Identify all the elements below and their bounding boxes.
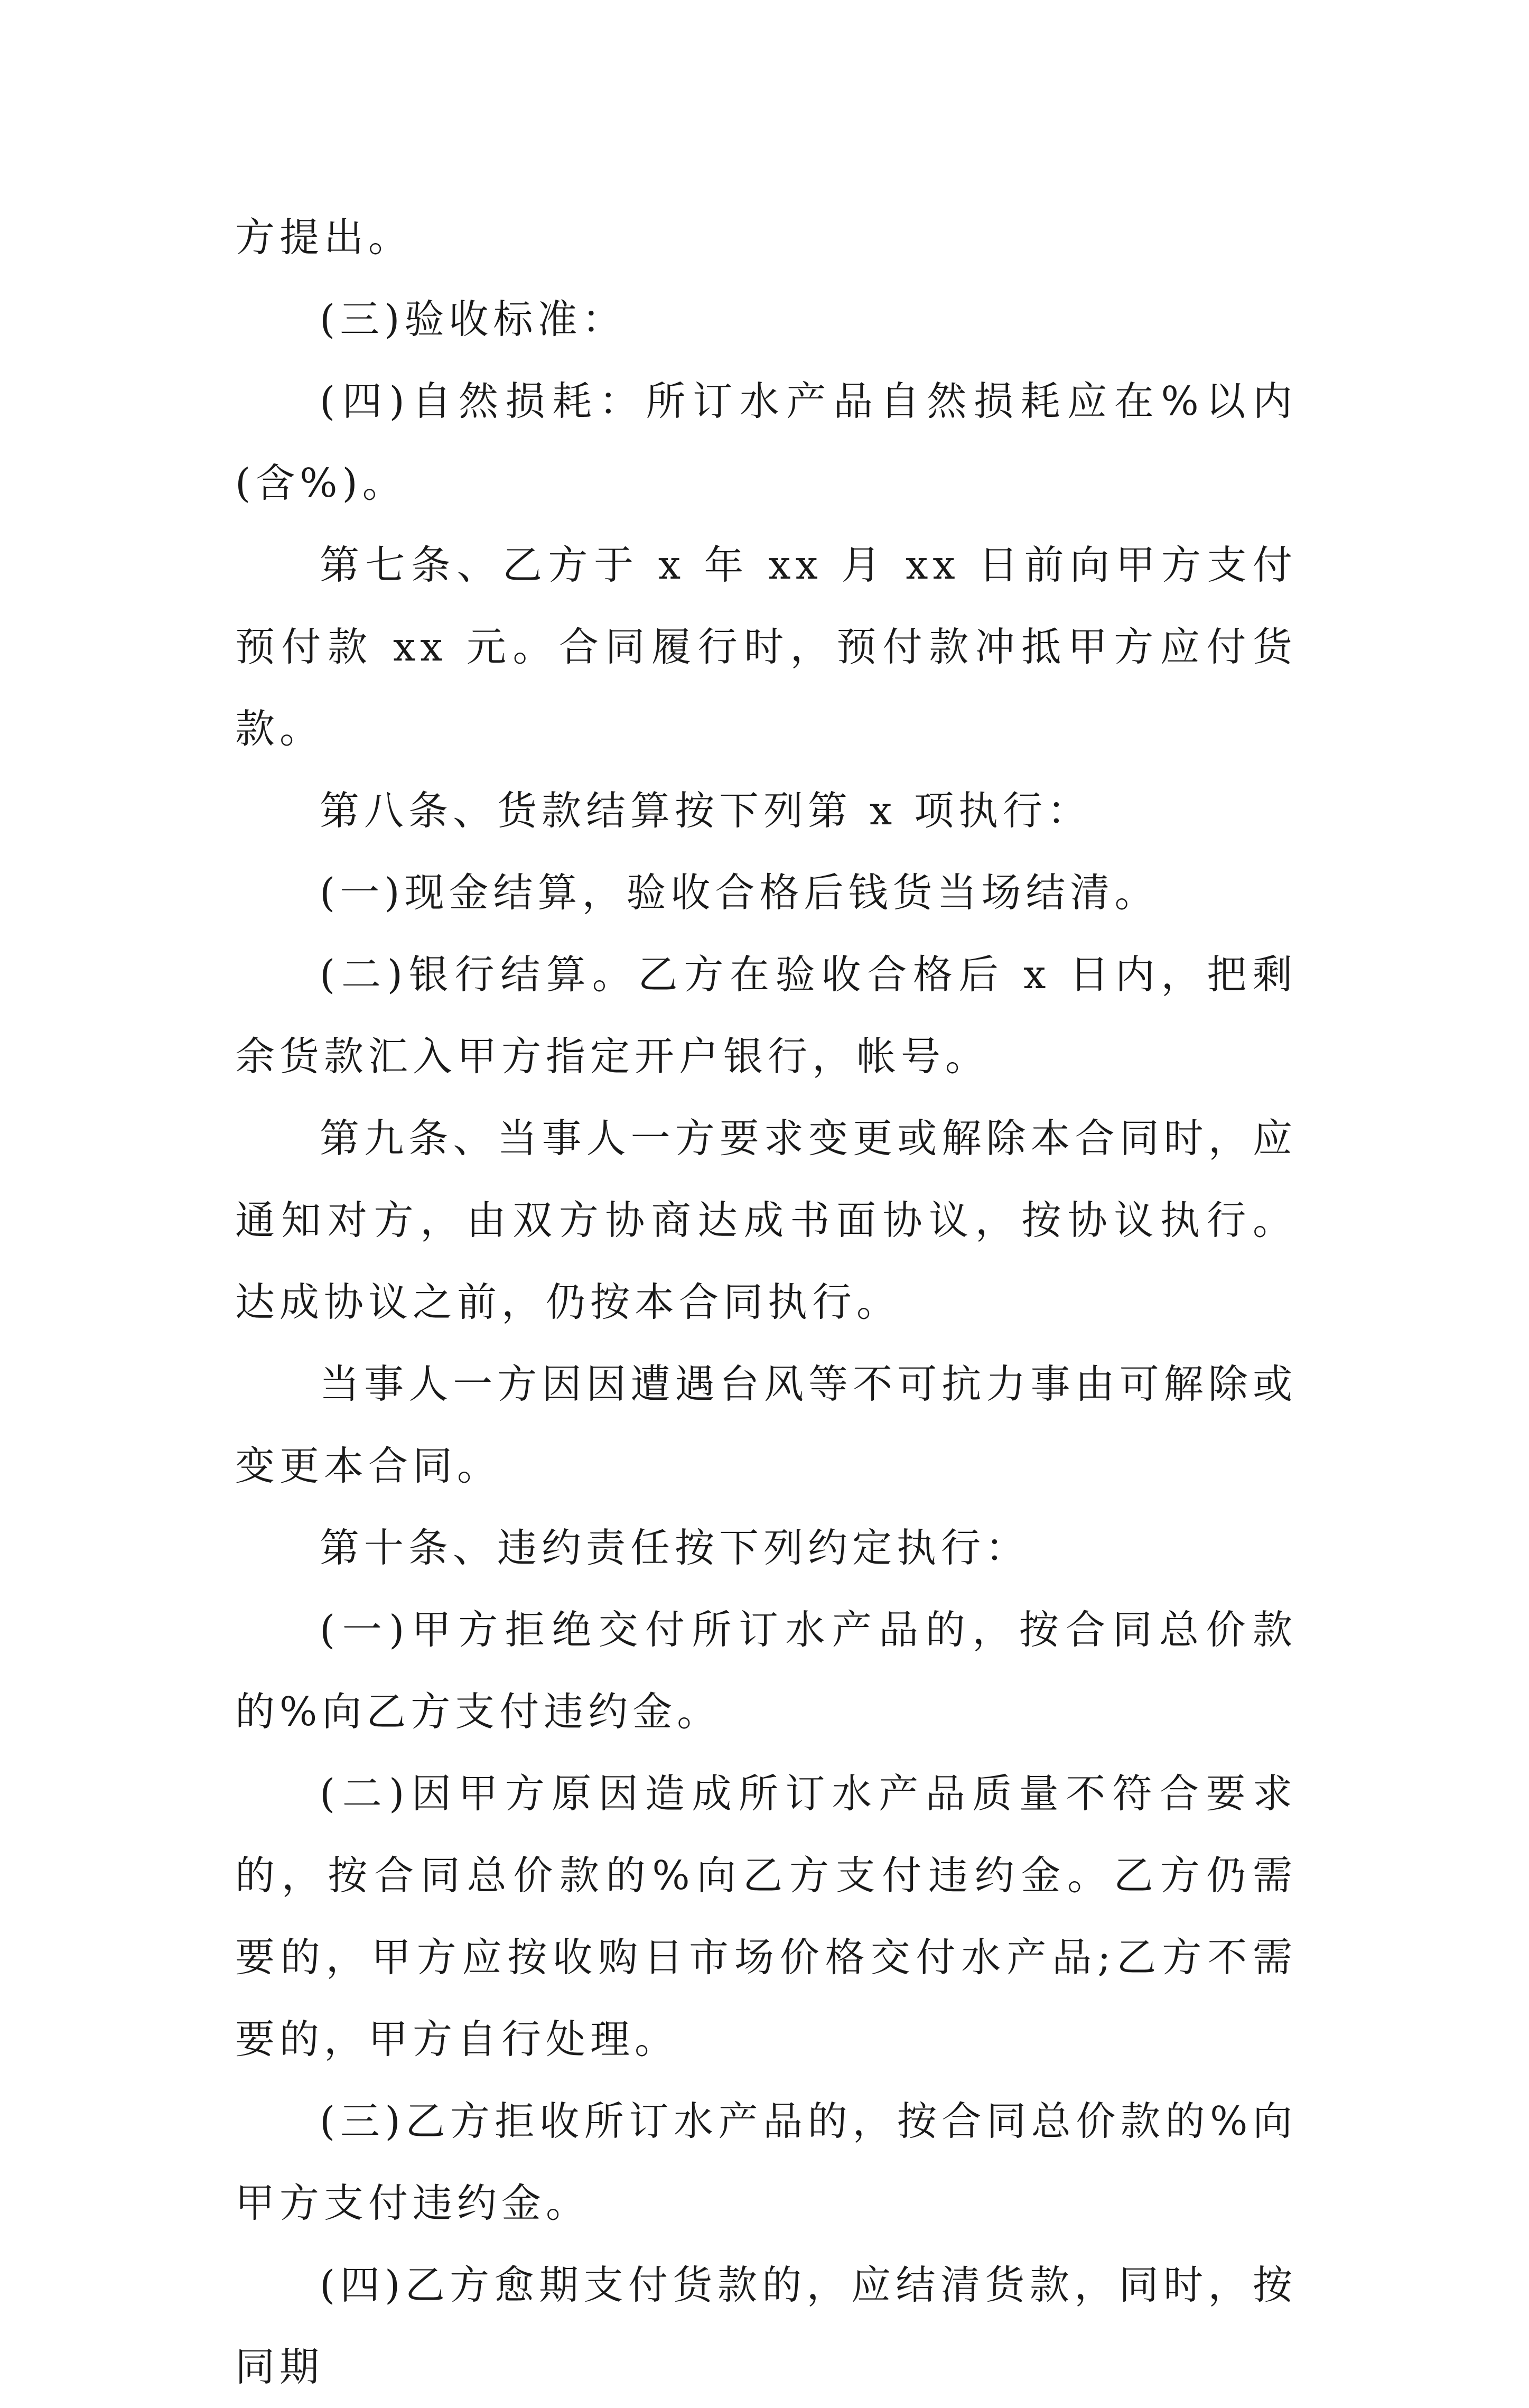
paragraph-breach-4: (四)乙方愈期支付货款的，应结清货款，同时，按同期 [235,2262,1297,2390]
paragraph-continuation: 方提出。 [235,214,413,261]
paragraph-article-10: 第十条、违约责任按下列约定执行： [320,1524,1030,1571]
paragraph-bank-settlement: (二)银行结算。乙方在验收合格后 x 日内，把剩余货款汇入甲方指定开户银行，帐号。 [235,951,1297,1080]
paragraph-force-majeure: 当事人一方因因遭遇台风等不可抗力事由可解除或变更本合同。 [235,1361,1297,1489]
paragraph-article-8: 第八条、货款结算按下列第 x 项执行： [320,787,1092,834]
paragraph-breach-2: (二)因甲方原因造成所订水产品质量不符合要求的，按合同总价款的%向乙方支付违约金。乙方仍需要的，甲方应按收购日市场价格交付水产品;乙方不需要的，甲方自行处理。 [235,1770,1297,2062]
paragraph-cash-settlement: (一)现金结算，验收合格后钱货当场结清。 [320,869,1159,916]
paragraph-breach-3: (三)乙方拒收所订水产品的，按合同总价款的%向甲方支付违约金。 [235,2098,1297,2226]
document-body [235,197,1297,2408]
paragraph-acceptance-standard: (三)验收标准： [320,296,627,342]
paragraph-breach-1: (一)甲方拒绝交付所订水产品的，按合同总价款的%向乙方支付违约金。 [235,1606,1297,1735]
paragraph-article-7: 第七条、乙方于 x 年 xx 月 xx 日前向甲方支付预付款 xx 元。合同履行时，预付款冲抵甲方应付货款。 [235,542,1297,752]
paragraph-natural-loss: (四)自然损耗：所订水产品自然损耗应在%以内(含%)。 [235,378,1297,506]
paragraph-article-9: 第九条、当事人一方要求变更或解除本合同时，应通知对方，由双方协商达成书面协议，按协议执行。达成协议之前，仍按本合同执行。 [235,1115,1297,1325]
